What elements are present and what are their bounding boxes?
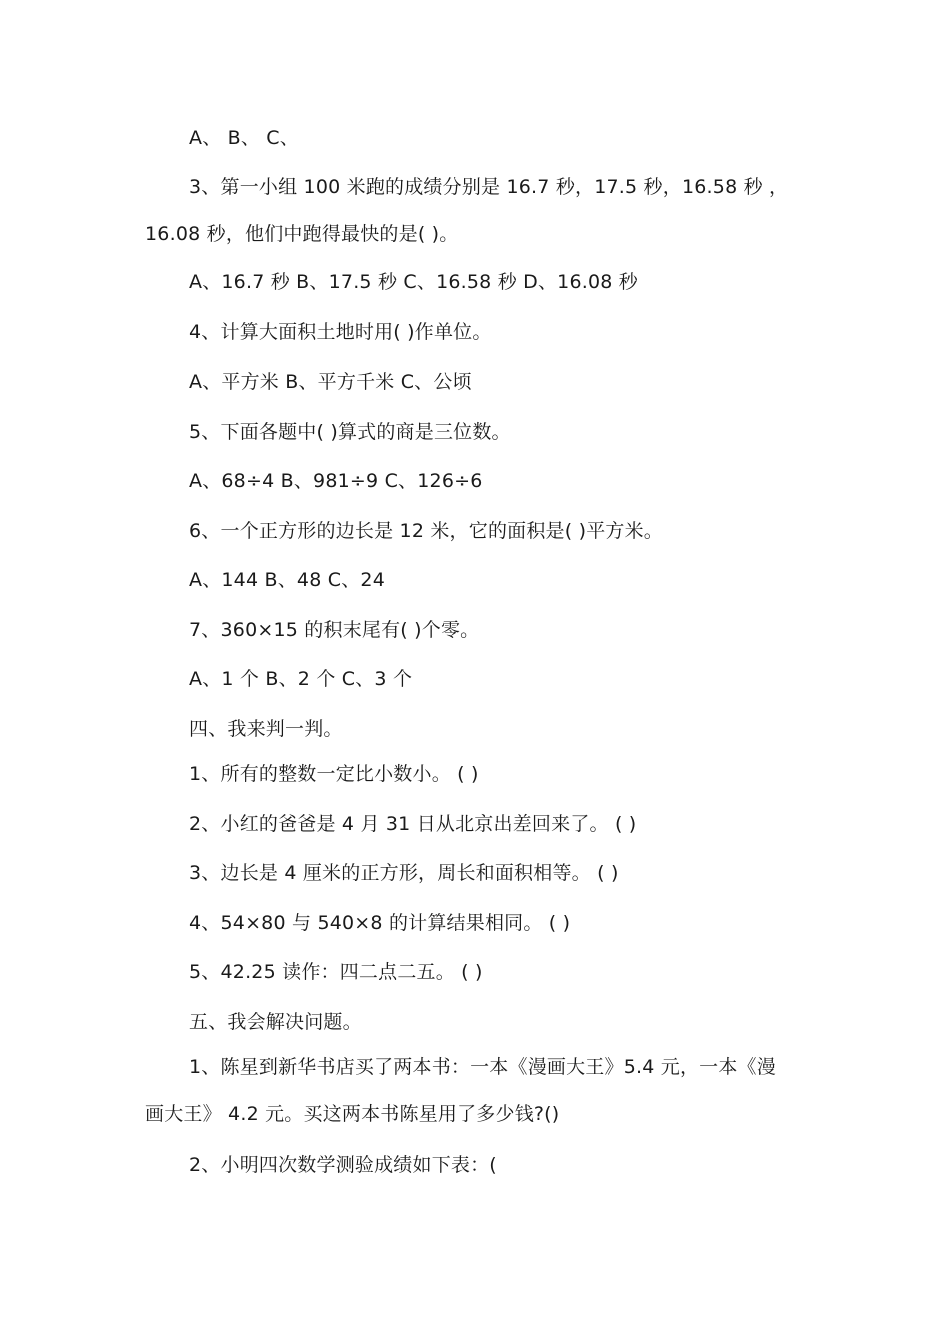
- question-3-line-2: 16.08 秒，他们中跑得最快的是( )。: [145, 223, 459, 245]
- section-4-heading: 四、我来判一判。: [189, 718, 343, 740]
- judge-item-5: 5、42.25 读作：四二点二五。 ( ): [189, 961, 483, 983]
- problem-2: 2、小明四次数学测验成绩如下表：(: [189, 1154, 497, 1176]
- judge-item-2: 2、小红的爸爸是 4 月 31 日从北京出差回来了。 ( ): [189, 813, 637, 835]
- answer-options-line: A、 B、 C、: [189, 127, 299, 149]
- section-5-heading: 五、我会解决问题。: [189, 1011, 362, 1033]
- question-6: 6、一个正方形的边长是 12 米，它的面积是( )平方米。: [189, 520, 664, 542]
- question-5: 5、下面各题中( )算式的商是三位数。: [189, 421, 511, 443]
- problem-1-line-1: 1、陈星到新华书店买了两本书：一本《漫画大王》5.4 元，一本《漫: [189, 1056, 776, 1078]
- judge-item-1: 1、所有的整数一定比小数小。 ( ): [189, 763, 479, 785]
- question-3-options: A、16.7 秒 B、17.5 秒 C、16.58 秒 D、16.08 秒: [189, 271, 639, 293]
- judge-item-3: 3、边长是 4 厘米的正方形，周长和面积相等。 ( ): [189, 862, 619, 884]
- problem-1-line-2: 画大王》 4.2 元。买这两本书陈星用了多少钱?(): [145, 1103, 560, 1125]
- question-4: 4、计算大面积土地时用( )作单位。: [189, 321, 492, 343]
- question-6-options: A、144 B、48 C、24: [189, 569, 385, 591]
- question-3-line-1: 3、第一小组 100 米跑的成绩分别是 16.7 秒，17.5 秒，16.58 秒 ，: [189, 176, 789, 198]
- question-7: 7、360×15 的积末尾有( )个零。: [189, 619, 480, 641]
- judge-item-4: 4、54×80 与 540×8 的计算结果相同。 ( ): [189, 912, 571, 934]
- question-7-options: A、1 个 B、2 个 C、3 个: [189, 668, 413, 690]
- question-4-options: A、平方米 B、平方千米 C、公顷: [189, 371, 472, 393]
- question-5-options: A、68÷4 B、981÷9 C、126÷6: [189, 470, 483, 492]
